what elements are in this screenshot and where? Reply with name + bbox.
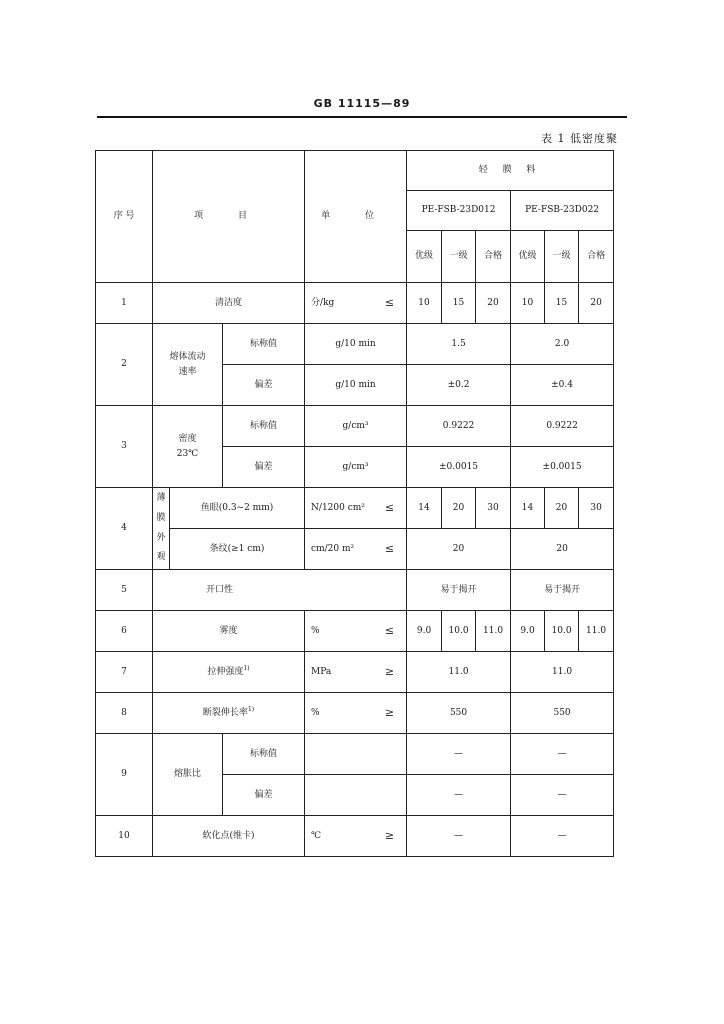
head-grade-b: PE-FSB-23D022 — [511, 191, 614, 231]
row7-unit: MPa — [311, 666, 332, 677]
row4-a2: 20 — [407, 529, 511, 570]
row6-unit: % — [311, 625, 320, 636]
row3-no: 3 — [96, 406, 153, 488]
row4-b1-2: 20 — [545, 488, 579, 529]
row8-unit: % — [311, 707, 320, 718]
row6-b1: 9.0 — [511, 611, 545, 652]
row4-sub2: 条纹(≥1 cm) — [170, 529, 305, 570]
row4-a1-2: 20 — [442, 488, 476, 529]
row9-a1: — — [407, 734, 511, 775]
row10-item: 软化点(维卡) — [153, 816, 305, 857]
row4-a1-1: 14 — [407, 488, 442, 529]
row5-b: 易于揭开 — [511, 570, 614, 611]
row6-no: 6 — [96, 611, 153, 652]
row1-cmp: ≤ — [384, 296, 395, 310]
row8-no: 8 — [96, 693, 153, 734]
row6-b2: 10.0 — [545, 611, 579, 652]
row4-b2: 20 — [511, 529, 614, 570]
level-b-qualified: 合格 — [579, 231, 614, 283]
head-unit: 单 位 — [305, 151, 407, 283]
row8-item-cell — [153, 693, 305, 734]
row8-unit-cell — [305, 693, 407, 734]
row6-item: 雾度 — [153, 611, 305, 652]
header-rule — [97, 116, 627, 118]
row6-a2: 10.0 — [442, 611, 476, 652]
row9-unit2 — [305, 775, 407, 816]
row8-a: 550 — [407, 693, 511, 734]
row6-a1: 9.0 — [407, 611, 442, 652]
row1-unit-cell — [305, 283, 407, 324]
row7-no: 7 — [96, 652, 153, 693]
head-grade-a: PE-FSB-23D012 — [407, 191, 511, 231]
row1-b2: 15 — [545, 283, 579, 324]
row7-b: 11.0 — [511, 652, 614, 693]
row5-a: 易于揭开 — [407, 570, 511, 611]
row9-sub1: 标称值 — [223, 734, 305, 775]
row9-b1: — — [511, 734, 614, 775]
row3-a1: 0.9222 — [407, 406, 511, 447]
level-a-first: 一级 — [442, 231, 476, 283]
row6-a3: 11.0 — [476, 611, 511, 652]
row1-a3: 20 — [476, 283, 511, 324]
row2-unit1: g/10 min — [305, 324, 407, 365]
spec-table — [95, 150, 614, 857]
row4-sub1: 鱼眼(0.3~2 mm) — [170, 488, 305, 529]
row10-a: — — [407, 816, 511, 857]
row6-cmp: ≤ — [384, 624, 395, 638]
row7-item: 拉伸强度 — [207, 667, 244, 678]
row2-a2: ±0.2 — [407, 365, 511, 406]
row3-sub1: 标称值 — [223, 406, 305, 447]
row2-b2: ±0.4 — [511, 365, 614, 406]
row3-a2: ±0.0015 — [407, 447, 511, 488]
row1-no: 1 — [96, 283, 153, 324]
head-group: 轻 膜 料 — [407, 151, 614, 191]
row1-a2: 15 — [442, 283, 476, 324]
row3-item: 密度 23℃ — [153, 406, 223, 488]
row6-unit-cell — [305, 611, 407, 652]
head-seq: 序 号 — [96, 151, 153, 283]
row4-unit2: cm/20 m² — [311, 543, 355, 554]
row1-item: 清洁度 — [153, 283, 305, 324]
row3-sub2: 偏差 — [223, 447, 305, 488]
row4-item: 薄膜外观 — [153, 488, 170, 570]
row4-cmp2: ≤ — [384, 542, 395, 556]
row7-unit-cell — [305, 652, 407, 693]
row2-item: 熔体流动速率 — [153, 324, 223, 406]
row9-no: 9 — [96, 734, 153, 816]
row2-sub1: 标称值 — [223, 324, 305, 365]
row5-item: 开口性 — [153, 570, 407, 611]
row10-b: — — [511, 816, 614, 857]
row9-b2: — — [511, 775, 614, 816]
row5-no: 5 — [96, 570, 153, 611]
row9-item: 熔胀比 — [153, 734, 223, 816]
row2-sub2: 偏差 — [223, 365, 305, 406]
row4-unit2-cell — [305, 529, 407, 570]
level-b-premium: 优级 — [511, 231, 545, 283]
row1-b3: 20 — [579, 283, 614, 324]
standard-number: GB 11115—89 — [313, 97, 411, 110]
level-a-premium: 优级 — [407, 231, 442, 283]
row1-a1: 10 — [407, 283, 442, 324]
row7-note: 1) — [243, 665, 250, 673]
row7-cmp: ≥ — [384, 665, 395, 679]
row4-no: 4 — [96, 488, 153, 570]
row10-unit-cell — [305, 816, 407, 857]
row2-unit2: g/10 min — [305, 365, 407, 406]
row10-unit: ℃ — [311, 830, 322, 841]
row4-cmp1: ≤ — [384, 501, 395, 515]
row3-unit2: g/cm³ — [305, 447, 407, 488]
row4-unit1: N/1200 cm² — [311, 502, 365, 513]
table-caption: 表 1 低密度聚 — [541, 132, 618, 145]
row3-b1: 0.9222 — [511, 406, 614, 447]
row3-b2: ±0.0015 — [511, 447, 614, 488]
row8-item: 断裂伸长率 — [202, 708, 248, 719]
row2-b1: 2.0 — [511, 324, 614, 365]
row2-a1: 1.5 — [407, 324, 511, 365]
row8-b: 550 — [511, 693, 614, 734]
level-b-first: 一级 — [545, 231, 579, 283]
row8-note: 1) — [247, 706, 255, 714]
row10-cmp: ≥ — [384, 829, 395, 843]
head-item: 项 目 — [153, 151, 305, 283]
row6-b3: 11.0 — [579, 611, 614, 652]
row3-unit1: g/cm³ — [305, 406, 407, 447]
row1-unit: 分/kg — [311, 297, 335, 308]
level-a-qualified: 合格 — [476, 231, 511, 283]
row9-unit1 — [305, 734, 407, 775]
row2-no: 2 — [96, 324, 153, 406]
row7-item-cell — [153, 652, 305, 693]
row8-cmp: ≥ — [384, 706, 395, 720]
row4-b1-3: 30 — [579, 488, 614, 529]
row1-b1: 10 — [511, 283, 545, 324]
row10-no: 10 — [96, 816, 153, 857]
row4-unit1-cell — [305, 488, 407, 529]
row9-a2: — — [407, 775, 511, 816]
row7-a: 11.0 — [407, 652, 511, 693]
row4-a1-3: 30 — [476, 488, 511, 529]
row4-b1-1: 14 — [511, 488, 545, 529]
row9-sub2: 偏差 — [223, 775, 305, 816]
